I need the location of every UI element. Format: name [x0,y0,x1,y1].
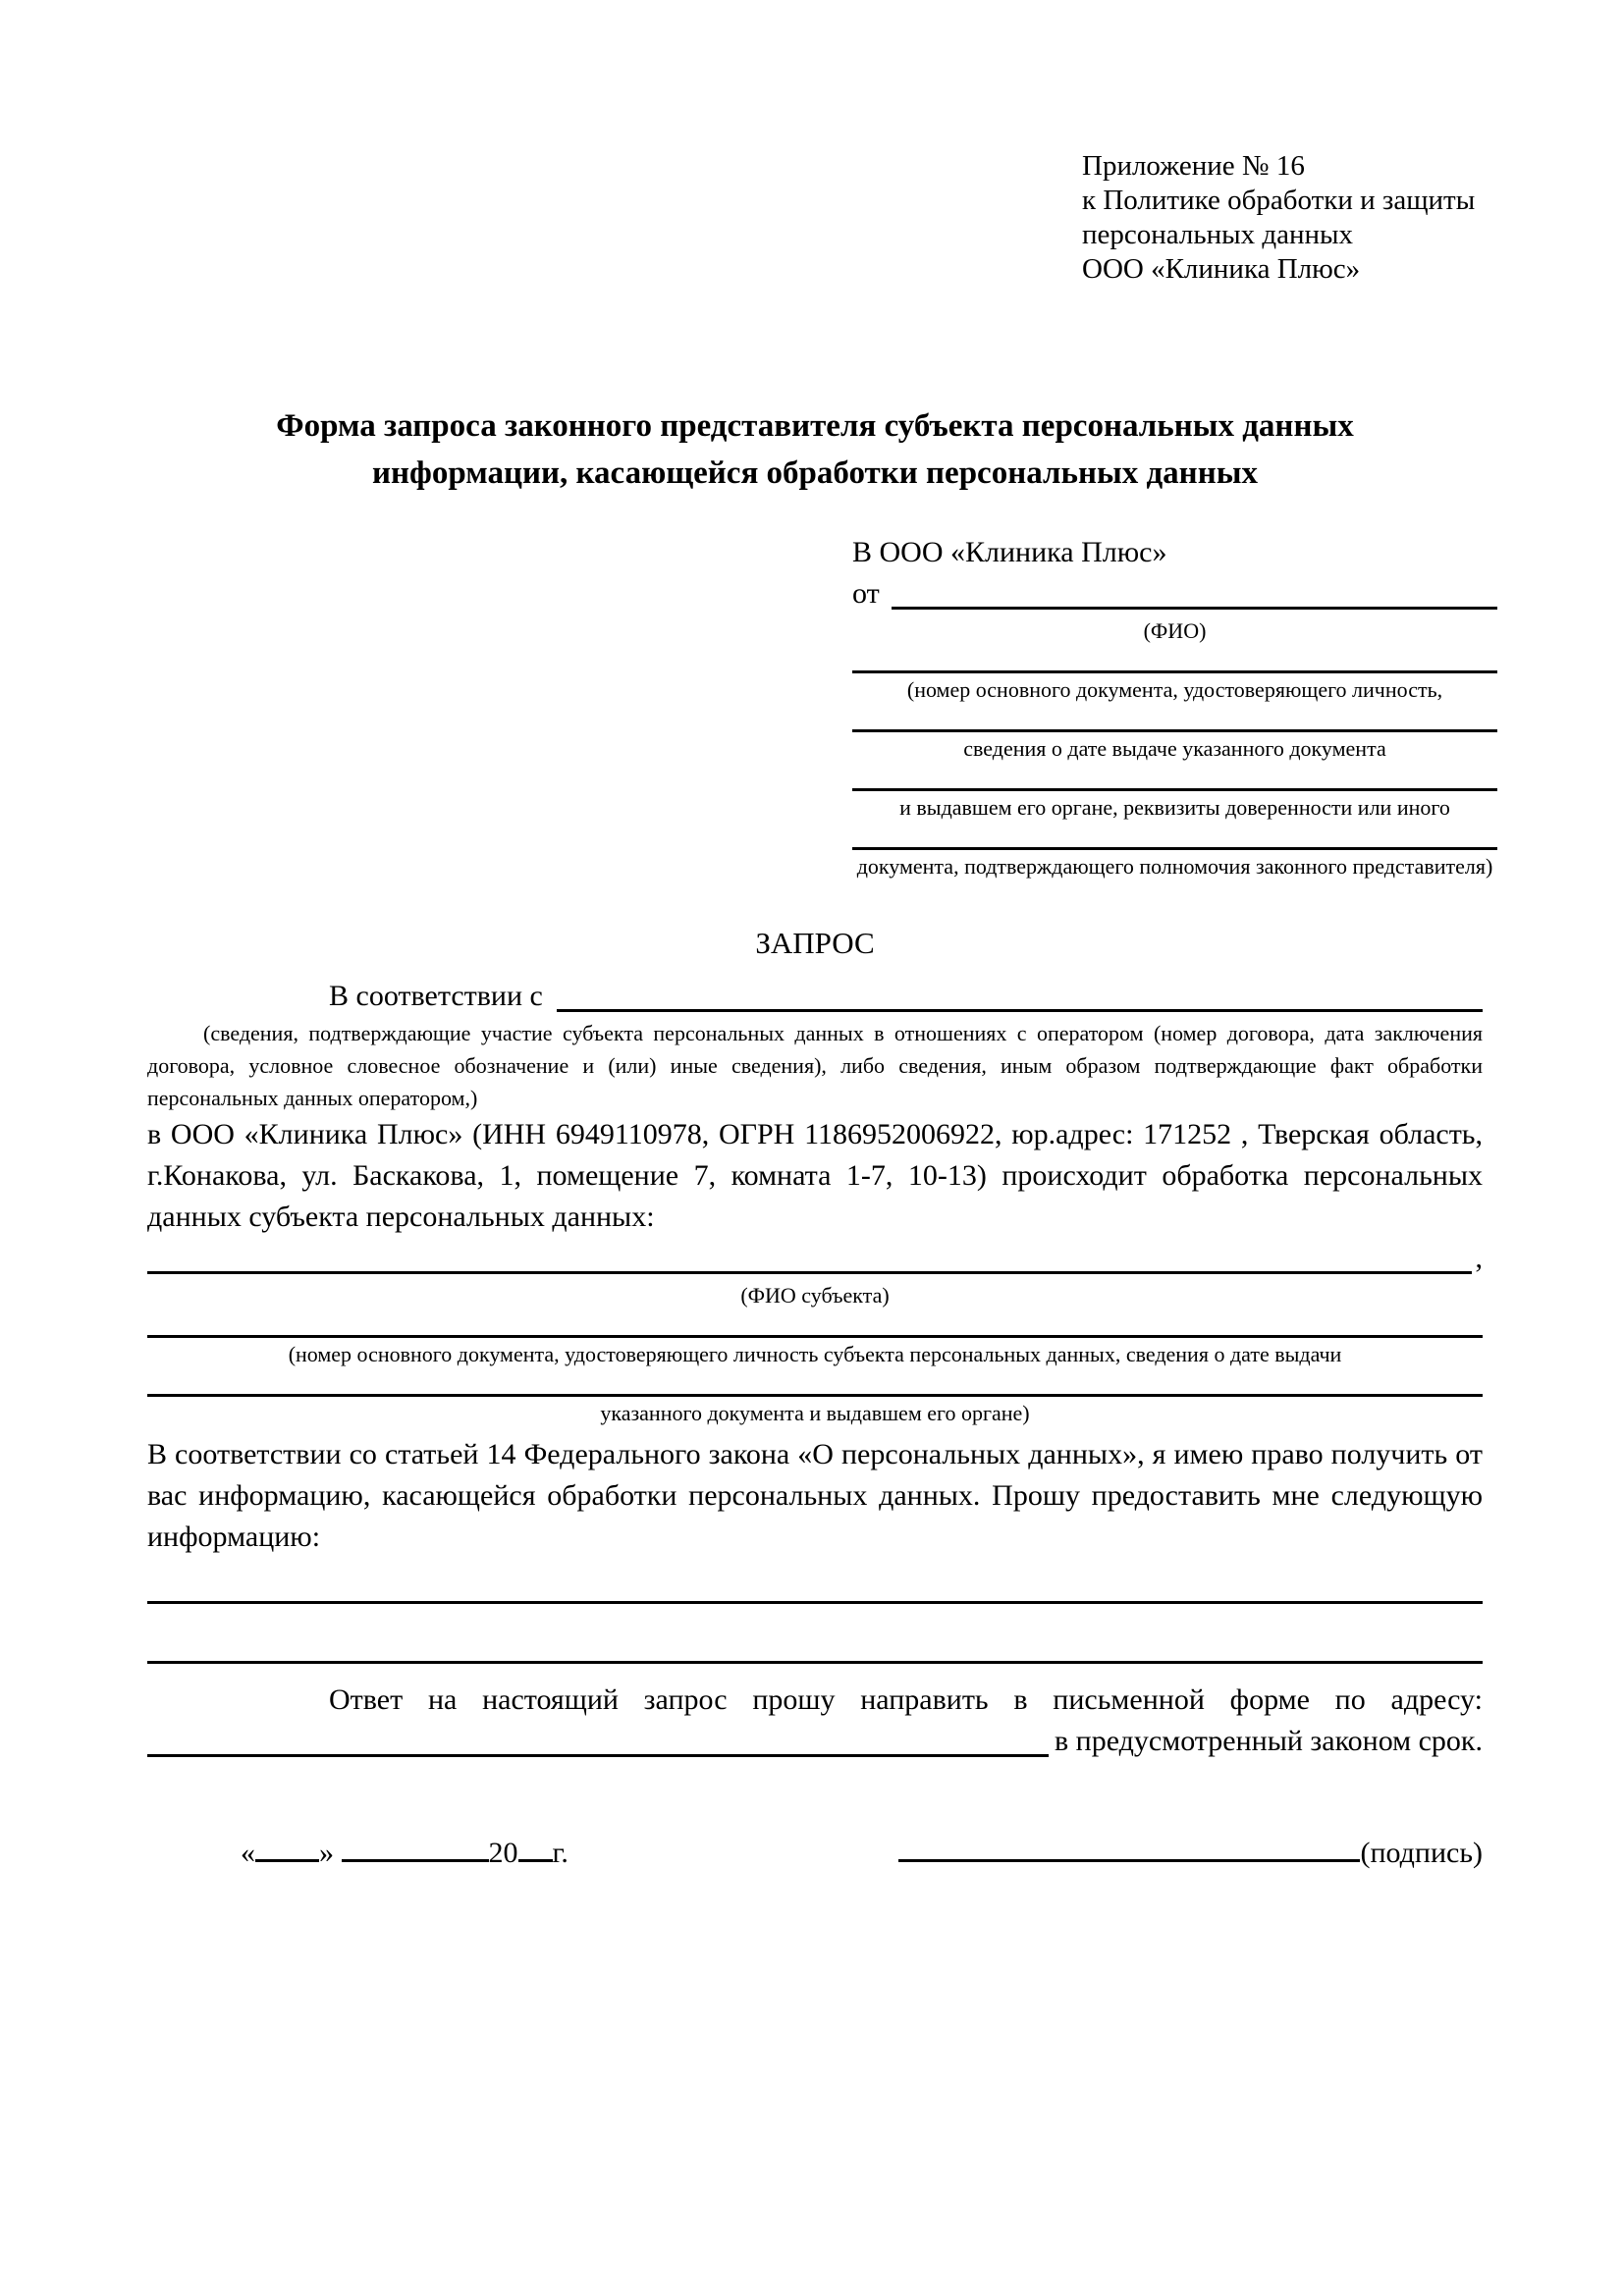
fio-input-line[interactable] [892,573,1497,610]
answer-tail: в предусмотренный законом срок. [1055,1725,1483,1757]
operator-paragraph: в ООО «Клиника Плюс» (ИНН 6949110978, ОГРН 1186952006922, юр.адрес: 171252 , Тверская область, г.Конакова, ул. Баскакова, 1, помещение 7, комната 1-7, 10-13) происходит обработка персональных данных субъекта персональных данных: [147,1118,1483,1233]
signature-input-line[interactable] [898,1859,1360,1862]
subject-fio-caption: (ФИО субъекта) [740,1283,890,1308]
subject-document-field [147,1335,1483,1367]
trailing-comma: , [1475,1242,1483,1274]
appendix-note-line: Приложение № 16 [1082,150,1305,182]
from-label: от [852,577,880,610]
address-input-line[interactable] [147,1721,1049,1757]
page-title-line-1: Форма запроса законного представителя субъекта персональных данных [276,408,1354,444]
addressee-to: В ООО «Клиника Плюс» [852,536,1167,568]
subject-fio-row [147,1238,1483,1279]
signature-group [898,1833,1483,1874]
info-request-input-line-1[interactable] [147,1601,1483,1604]
subject-document-input-line[interactable] [147,1335,1483,1338]
authority-document-input-line[interactable] [852,847,1497,850]
addressee-block [852,532,1497,880]
issuing-authority-input-line[interactable] [852,788,1497,791]
date-day-input-line[interactable] [255,1859,319,1862]
date-month-input-line[interactable] [342,1859,489,1862]
authority-document-field [852,847,1497,880]
year-suffix: г. [552,1837,568,1869]
page-title [147,402,1483,497]
subject-document-input-line-2[interactable] [147,1394,1483,1397]
answer-paragraph: Ответ на настоящий запрос прошу направить в письменной форме по адресу: [329,1683,1483,1716]
signature-caption: (подпись) [1360,1837,1483,1869]
year-prefix: 20 [488,1837,518,1869]
footer-row [147,1833,1483,1874]
subject-document-field-2 [147,1394,1483,1426]
request-heading: ЗАПРОС [755,926,875,960]
appendix-note-line: персональных данных [1082,219,1354,250]
quote-open: « [241,1837,255,1869]
appendix-note [1082,0,1483,287]
date-year-input-line[interactable] [518,1859,553,1862]
address-row [147,1721,1483,1762]
document-number-caption: (номер основного документа, удостоверяющего личность, [906,677,1443,702]
issue-date-input-line[interactable] [852,729,1497,732]
issue-date-caption: сведения о дате выдаче указанного документа [963,736,1386,761]
basis-note: (сведения, подтверждающие участие субъекта персональных данных в отношениях с оператором (номер договора, дата заключения договора, условное словесное обозначение и (или) иные сведения), либо сведения, иным образом подтверждающие факт обработки персональных данных оператором,) [147,1021,1483,1110]
issuing-authority-caption: и выдавшем его органе, реквизиты доверенности или иного [899,795,1450,820]
quote-close: » [319,1837,334,1869]
basis-input-line[interactable] [557,976,1483,1012]
basis-label: В соответствии с [329,980,543,1012]
subject-fio-input-line[interactable] [147,1238,1472,1274]
law-paragraph: В соответствии со статьей 14 Федерального закона «О персональных данных», я имею право получить от вас информацию, касающейся обработки персональных данных. Прошу предоставить мне следующую информацию: [147,1438,1483,1553]
document-number-field [852,670,1497,703]
from-row [852,573,1497,614]
subject-document-caption: (номер основного документа, удостоверяющего личность субъекта персональных данных, сведения о дате выдачи [288,1342,1342,1366]
fio-caption: (ФИО) [1143,618,1207,643]
issue-date-field [852,729,1497,762]
appendix-note-line: к Политике обработки и защиты [1082,185,1476,216]
authority-document-caption: документа, подтверждающего полномочия законного представителя) [856,854,1493,879]
issuing-authority-field [852,788,1497,821]
subject-document-caption-2: указанного документа и выдавшем его органе) [600,1401,1030,1425]
info-request-input-line-2[interactable] [147,1661,1483,1664]
document-number-input-line[interactable] [852,670,1497,673]
page-title-line-2: информации, касающейся обработки персональных данных [372,455,1258,491]
basis-row [147,976,1483,1017]
date-group [241,1833,568,1874]
appendix-note-line: ООО «Клиника Плюс» [1082,253,1361,285]
